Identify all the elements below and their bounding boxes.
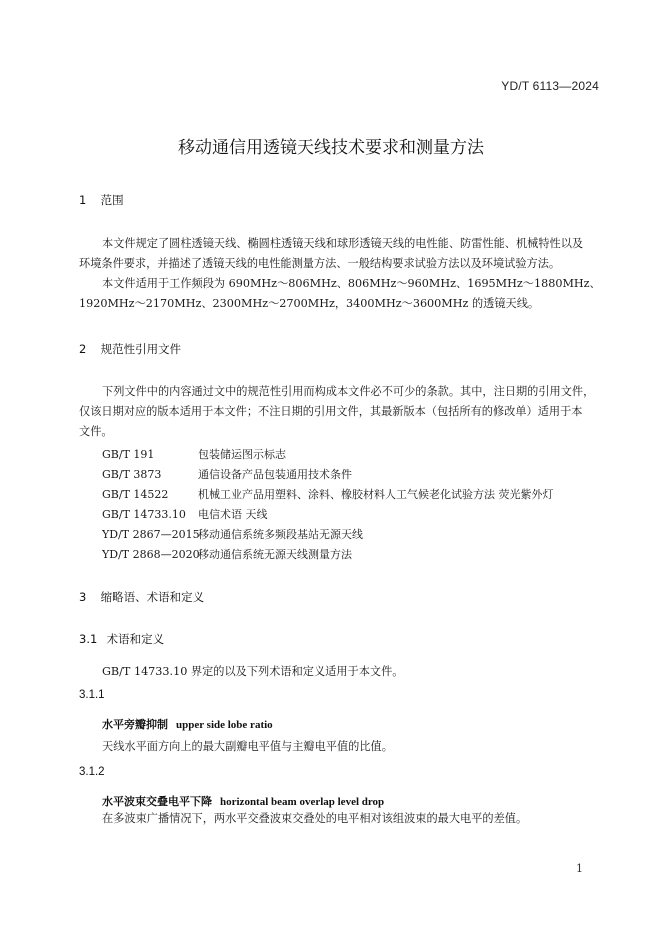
reference-code: GB/T 191 xyxy=(102,448,155,461)
term-entry xyxy=(102,793,384,809)
section-number: 2 xyxy=(79,342,87,356)
scope-paragraph-2 xyxy=(79,274,602,314)
reference-title: 机械工业产品用塑料、涂料、橡胶材料人工气候老化试验方法 荧光紫外灯 xyxy=(198,488,554,501)
reference-code: GB/T 3873 xyxy=(102,468,162,481)
term-english: horizontal beam overlap level drop xyxy=(220,796,385,808)
reference-code: GB/T 14522 xyxy=(102,488,169,501)
reference-item xyxy=(102,526,363,542)
reference-title: 包装储运图示标志 xyxy=(198,448,286,461)
reference-code: YD/T 2867—2015 xyxy=(102,528,200,541)
reference-title: 移动通信系统无源天线测量方法 xyxy=(198,548,352,561)
document-title: 移动通信用透镜天线技术要求和测量方法 xyxy=(178,138,484,158)
section-3-1-2-number: 3.1.2 xyxy=(79,766,105,778)
normative-intro xyxy=(79,382,602,442)
text-line: 文件。 xyxy=(79,425,113,438)
section-number: 3.1 xyxy=(79,632,98,646)
term-chinese: 水平波束交叠电平下降 xyxy=(102,795,212,808)
section-3-1-heading xyxy=(79,631,164,647)
term-entry xyxy=(102,716,273,732)
text-line: 本文件适用于工作频段为 690MHz～806MHz、806MHz～960MHz、1695MHz～1880MHz、 xyxy=(102,277,601,290)
section-2-heading xyxy=(79,341,181,357)
standard-code: YD/T 6113—2024 xyxy=(501,79,599,93)
reference-title: 通信设备产品包装通用技术条件 xyxy=(198,468,352,481)
text-line: 本文件规定了圆柱透镜天线、椭圆柱透镜天线和球形透镜天线的电性能、防雷性能、机械特性以及 xyxy=(102,237,584,250)
reference-code: GB/T 14733.10 xyxy=(102,508,186,521)
reference-item xyxy=(102,446,286,462)
section-3-1-1-number: 3.1.1 xyxy=(79,689,105,701)
section-title: 缩略语、术语和定义 xyxy=(100,590,205,604)
page-number: 1 xyxy=(576,862,583,875)
term-definition: 天线水平面方向上的最大副瓣电平值与主瓣电平值的比值。 xyxy=(102,740,393,753)
text-line: 1920MHz～2170MHz、2300MHz～2700MHz，3400MHz～3600MHz 的透镜天线。 xyxy=(79,297,540,310)
text-line: 仅该日期对应的版本适用于本文件；不注日期的引用文件，其最新版本（包括所有的修改单）适用于本 xyxy=(79,405,583,418)
scope-paragraph-1 xyxy=(79,234,602,274)
reference-item xyxy=(102,466,352,482)
term-english: upper side lobe ratio xyxy=(176,719,273,731)
section-title: 术语和定义 xyxy=(106,632,165,646)
section-3-heading xyxy=(79,589,204,605)
section-1-heading xyxy=(79,192,124,208)
text-line: 环境条件要求，并描述了透镜天线的电性能测量方法、一般结构要求试验方法以及环境试验方法。 xyxy=(79,257,561,270)
section-number: 1 xyxy=(79,193,87,207)
reference-item xyxy=(102,506,268,522)
section-number: 3 xyxy=(79,590,87,604)
reference-title: 移动通信系统多频段基站无源天线 xyxy=(198,528,363,541)
reference-title: 电信术语 天线 xyxy=(198,508,268,521)
section-title: 范围 xyxy=(100,193,124,207)
text-line: 下列文件中的内容通过文中的规范性引用而构成本文件必不可少的条款。其中，注日期的引用文件， xyxy=(102,385,595,398)
term-definition: 在多波束广播情况下，两水平交叠波束交叠处的电平相对该组波束的最大电平的差值。 xyxy=(102,812,528,825)
reference-item xyxy=(102,486,554,502)
reference-code: YD/T 2868—2020 xyxy=(102,548,200,561)
reference-item xyxy=(102,546,352,562)
terms-intro: GB/T 14733.10 界定的以及下列术语和定义适用于本文件。 xyxy=(102,665,404,678)
section-title: 规范性引用文件 xyxy=(100,342,182,356)
term-chinese: 水平旁瓣抑制 xyxy=(102,718,168,731)
